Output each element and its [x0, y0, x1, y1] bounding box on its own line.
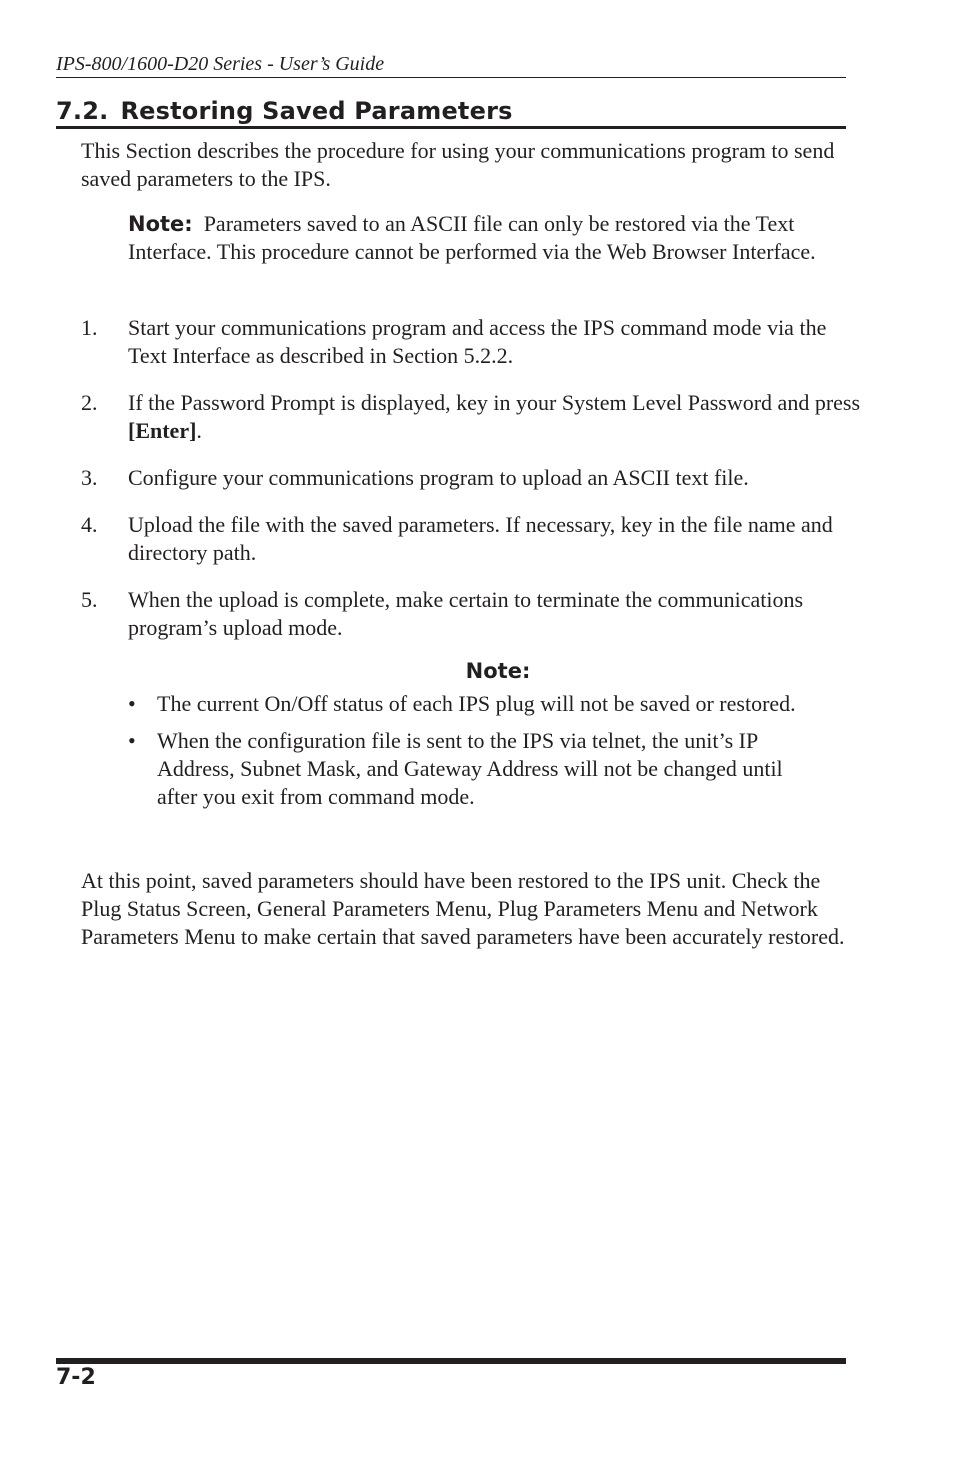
step-text: Configure your communications program to upload an ASCII text file. [128, 465, 749, 490]
intro-paragraph: This Section describes the procedure for using your communications program to send saved parameters to the IPS. [81, 138, 835, 191]
note-heading: Note: [465, 659, 531, 683]
procedure-steps [81, 314, 861, 661]
bullet-icon: • [128, 728, 136, 753]
step-text: If the Password Prompt is displayed, key in your System Level Password and press [128, 390, 861, 415]
list-item [81, 511, 861, 567]
running-header: IPS-800/1600-D20 Series - User’s Guide [56, 52, 846, 78]
list-item [81, 389, 861, 445]
step-text-end: . [196, 418, 202, 443]
list-item [128, 690, 828, 718]
list-item [128, 727, 828, 811]
note-label: Note: [128, 212, 193, 236]
list-item [81, 586, 861, 642]
section-title: Restoring Saved Parameters [120, 97, 513, 125]
bullet-icon: • [128, 691, 136, 716]
note-bullets [128, 690, 828, 820]
section-heading [56, 96, 846, 129]
step-number: 2. [81, 390, 98, 415]
note-text: Parameters saved to an ASCII file can only be restored via the Text Interface. This procedure cannot be performed via the Web Browser Interface. [128, 211, 816, 264]
step-text: Upload the file with the saved parameters. If necessary, key in the file name and directory path. [128, 512, 833, 565]
list-item [81, 314, 861, 370]
step-number: 1. [81, 315, 98, 340]
step-number: 5. [81, 587, 98, 612]
bullet-text: The current On/Off status of each IPS plug will not be saved or restored. [157, 691, 796, 716]
step-text: Start your communications program and access the IPS command mode via the Text Interface as described in Section 5.2.2. [128, 315, 827, 368]
footer-rule [56, 1358, 846, 1364]
step-text: When the upload is complete, make certain to terminate the communications program’s upload mode. [128, 587, 804, 640]
page-number: 7-2 [56, 1365, 96, 1390]
closing-paragraph: At this point, saved parameters should have been restored to the IPS unit. Check the Plug Status Screen, General Parameters Menu, Plug Parameters Menu and Network Parameters Menu to make certain that saved parameters have been accurately restored. [81, 868, 845, 949]
note-block [128, 210, 828, 266]
step-number: 3. [81, 465, 98, 490]
section-number: 7.2. [56, 97, 109, 125]
list-item [81, 464, 861, 492]
step-number: 4. [81, 512, 98, 537]
bullet-text: When the configuration file is sent to the IPS via telnet, the unit’s IP Address, Subnet Mask, and Gateway Address will not be changed until after you exit from command mode. [157, 728, 783, 809]
enter-key-label: [Enter] [128, 418, 197, 443]
